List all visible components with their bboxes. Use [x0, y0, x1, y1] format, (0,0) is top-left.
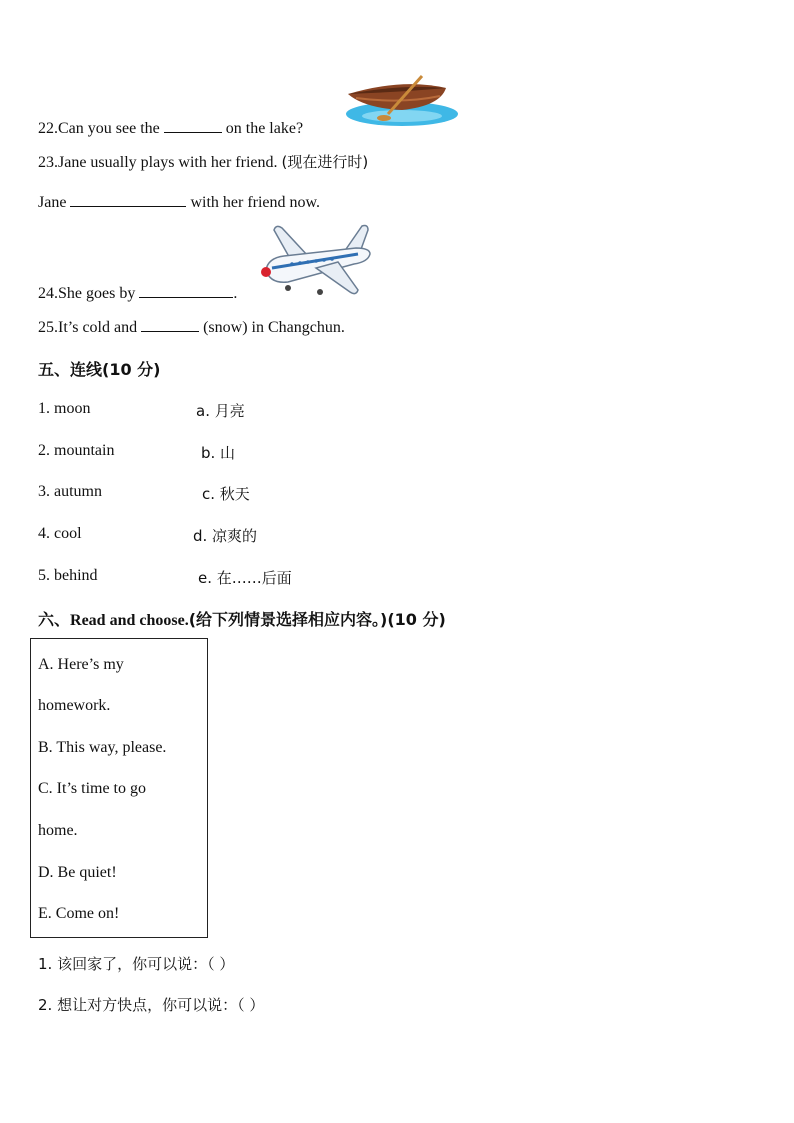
question-25 [38, 317, 345, 337]
match-meaning-c[interactable]: c. 秋天 [202, 485, 250, 503]
match-word-4[interactable]: 4. cool [38, 525, 82, 542]
oar-blade [377, 115, 391, 121]
match-meaning-b[interactable]: b. 山 [201, 444, 236, 462]
airplane-wheel-rear [317, 289, 323, 295]
option-c-line2: home. [38, 822, 78, 839]
match-meaning-e[interactable]: e. 在……后面 [198, 569, 292, 587]
option-c-line1: C. It’s time to go [38, 780, 146, 797]
section-5-title: 五、连线(10 分) [38, 360, 161, 379]
question-22-suffix: on the lake? [225, 120, 304, 137]
rowboat-illustration [342, 74, 460, 132]
match-word-2[interactable]: 2. mountain [38, 442, 115, 459]
question-24-prefix: 24.She goes by [38, 285, 136, 302]
option-d: D. Be quiet! [38, 864, 117, 881]
section-6-title-cn: (给下列情景选择相应内容。)(10 分) [188, 610, 446, 629]
choice-question-2[interactable]: 2. 想让对方快点，你可以说：（ ） [38, 996, 265, 1014]
question-24-suffix: . [233, 285, 238, 302]
question-22 [38, 118, 303, 138]
airplane-front-wing [316, 262, 358, 294]
section-6-title-en: Read and choose. [70, 612, 189, 629]
question-23-answer-line [38, 192, 320, 212]
lake-highlight [362, 110, 442, 122]
question-25-suffix: (snow) in Changchun. [203, 319, 345, 336]
match-meaning-a[interactable]: a. 月亮 [196, 402, 245, 420]
question-23-answer-prefix: Jane [38, 194, 67, 211]
choice-question-1[interactable]: 1. 该回家了，你可以说：（ ） [38, 955, 235, 973]
question-23-hint: (现在进行时) [281, 153, 369, 171]
question-23 [38, 151, 368, 172]
question-23-answer-suffix: with her friend now. [190, 194, 321, 211]
match-word-1[interactable]: 1. moon [38, 400, 91, 417]
match-meaning-d[interactable]: d. 凉爽的 [193, 527, 258, 545]
answer-blank-24[interactable] [139, 283, 233, 298]
answer-blank-25[interactable] [141, 317, 199, 332]
option-a-line1: A. Here’s my [38, 656, 124, 673]
airplane-illustration [258, 222, 376, 300]
question-22-prefix: 22.Can you see the [38, 120, 160, 137]
option-b: B. This way, please. [38, 739, 167, 756]
question-24 [38, 283, 237, 303]
question-23-text: 23.Jane usually plays with her friend. [38, 154, 278, 171]
airplane-nose [261, 267, 271, 277]
airplane-wheel-front [285, 285, 291, 291]
section-6-number: 六、 [38, 610, 71, 629]
match-word-5[interactable]: 5. behind [38, 567, 98, 584]
question-25-prefix: 25.It’s cold and [38, 319, 138, 336]
option-e: E. Come on! [38, 905, 120, 922]
section-6-title [38, 607, 446, 630]
answer-blank-22[interactable] [164, 118, 222, 133]
match-word-3[interactable]: 3. autumn [38, 483, 102, 500]
option-a-line2: homework. [38, 697, 111, 714]
answer-blank-23[interactable] [70, 192, 186, 207]
